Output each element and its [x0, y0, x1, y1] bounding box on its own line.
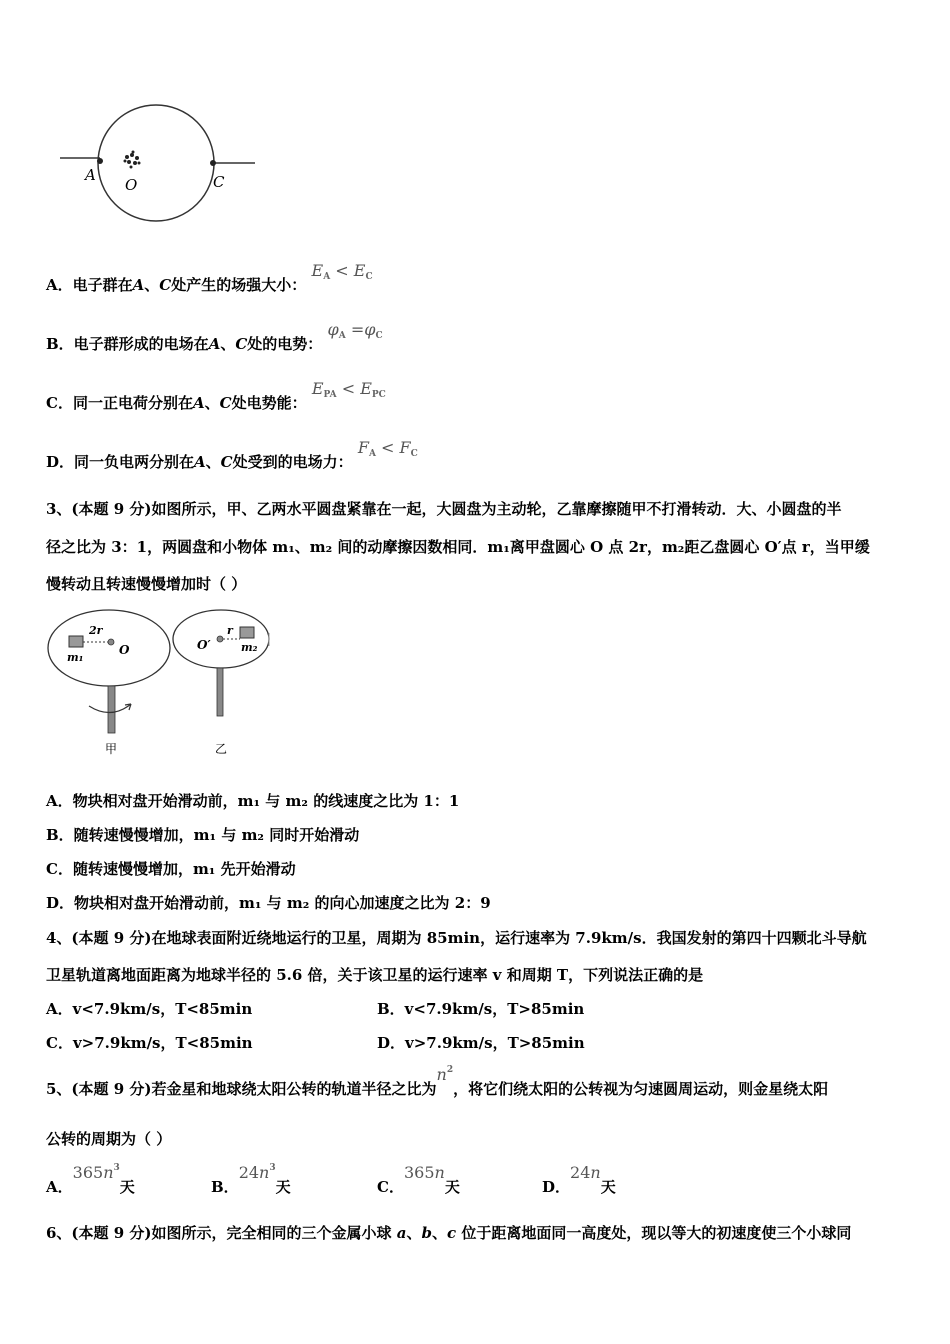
q2d-prefix: D．同一负电两分别在 — [46, 453, 195, 471]
q4-option-d[interactable]: D．v>7.9km/s，T>85min — [377, 1034, 585, 1052]
q2d-m1-sub: A — [368, 449, 376, 459]
q6-ball-c: c — [447, 1224, 457, 1242]
q2a-point-a: A — [132, 276, 145, 294]
q2d-point-a: A — [194, 453, 206, 471]
q2a-sep: 、 — [144, 276, 160, 294]
q4-option-a[interactable]: A．v<7.9km/s，T<85min — [46, 1000, 253, 1018]
q2-option-a[interactable] — [46, 261, 373, 296]
q5a-sup: 3 — [113, 1163, 120, 1173]
q4-stem-line2: 卫星轨道离地面距离为地球半径的 5.6 倍，关于该卫星的运行速率 v 和周期 T，下列说法正确的是 — [46, 966, 704, 984]
q2c-text: 处电势能： — [231, 394, 307, 412]
q2c-point-a: A — [192, 394, 205, 412]
label-a: A — [85, 166, 96, 184]
q2a-m1: E — [311, 261, 324, 280]
disc-jia — [48, 610, 170, 686]
q2d-m2: F — [399, 438, 411, 457]
point-a-dot — [97, 158, 103, 164]
q5-option-c[interactable] — [377, 1163, 460, 1197]
q3-option-c[interactable]: C．随转速慢慢增加，m₁ 先开始滑动 — [46, 860, 296, 878]
q5b-sup: 3 — [269, 1163, 276, 1173]
label-jia: 甲 — [105, 742, 118, 756]
q5-option-b[interactable] — [211, 1163, 291, 1197]
q5b-unit: 天 — [275, 1178, 291, 1196]
q5-option-a[interactable] — [46, 1163, 135, 1197]
q5a-var: n — [103, 1163, 114, 1182]
q2a-point-c: C — [159, 276, 172, 294]
label-o-prime: O′ — [197, 638, 211, 652]
q3-option-b[interactable]: B．随转速慢慢增加，m₁ 与 m₂ 同时开始滑动 — [46, 826, 360, 844]
figure-two-discs — [45, 608, 275, 763]
q5a-label: A． — [46, 1178, 73, 1196]
q2b-prefix: B．电子群形成的电场在 — [46, 335, 209, 353]
q2d-m2-sub: C — [410, 449, 418, 459]
q2c-prefix: C．同一正电荷分别在 — [46, 394, 193, 412]
q3-stem-line1: 3、(本题 9 分)如图所示，甲、乙两水平圆盘紧靠在一起，大圆盘为主动轮，乙靠摩擦随甲不打滑转动．大、小圆盘的半 — [46, 500, 842, 518]
q3-option-a[interactable]: A．物块相对盘开始滑动前，m₁ 与 m₂ 的线速度之比为 1：1 — [46, 792, 460, 810]
q5-ratio-sup: 2 — [446, 1065, 454, 1075]
q2a-formula — [312, 261, 373, 282]
q2b-m2: φ — [364, 320, 376, 339]
q6-sep2: 、 — [432, 1224, 448, 1242]
label-m1: m₁ — [67, 651, 84, 664]
q5-ratio-var: n — [436, 1065, 447, 1084]
block-m2 — [240, 627, 254, 638]
q2c-m2-sub: PC — [371, 390, 386, 400]
q3-stem-line2: 径之比为 3：1，两圆盘和小物体 m₁、m₂ 间的动摩擦因数相同．m₁离甲盘圆心 O 点 2r，m₂距乙盘圆心 O′点 r，当甲缓 — [46, 538, 870, 556]
q6-sep1: 、 — [406, 1224, 422, 1242]
q5c-num: 365 — [403, 1163, 435, 1182]
label-o: O — [125, 176, 138, 194]
q3-stem-line3: 慢转动且转速慢慢增加时（ ） — [46, 575, 247, 593]
q2d-formula — [358, 438, 418, 459]
q5-option-d[interactable] — [542, 1163, 616, 1197]
q5b-num: 24 — [238, 1163, 260, 1182]
q5d-formula — [570, 1163, 601, 1182]
q2a-m2: E — [353, 261, 366, 280]
q5c-label: C． — [377, 1178, 404, 1196]
q5a-formula — [73, 1163, 120, 1182]
q2d-point-c: C — [220, 453, 233, 471]
q5-stem-line2: 公转的周期为（ ） — [46, 1130, 172, 1148]
q5-line1-post: ，将它们绕太阳的公转视为匀速圆周运动，则金星绕太阳 — [453, 1080, 829, 1098]
q2b-formula — [328, 320, 383, 341]
q6-line-pre: 6、(本题 9 分)如图所示，完全相同的三个金属小球 — [46, 1224, 397, 1242]
label-yi: 乙 — [215, 742, 228, 756]
q5c-var: n — [434, 1163, 445, 1182]
q5b-formula — [239, 1163, 276, 1182]
q2c-m1: E — [311, 379, 324, 398]
center-o — [108, 639, 114, 645]
point-c-dot — [210, 160, 216, 166]
q5b-var: n — [259, 1163, 270, 1182]
q2b-m2-sub: C — [375, 331, 383, 341]
q5d-unit: 天 — [600, 1178, 616, 1196]
q2a-prefix: A．电子群在 — [46, 276, 133, 294]
q5a-num: 365 — [72, 1163, 104, 1182]
q2b-m1-sub: A — [338, 331, 346, 341]
axle-jia — [108, 686, 115, 733]
q2a-m2-sub: C — [365, 272, 373, 282]
q2c-m2: E — [360, 379, 372, 398]
q5a-unit: 天 — [119, 1178, 135, 1196]
q2b-m1: φ — [327, 320, 339, 339]
label-r: r — [227, 624, 233, 637]
q2d-m1: F — [357, 438, 369, 457]
q5d-var: n — [590, 1163, 601, 1182]
q2-option-d[interactable] — [46, 438, 418, 473]
q2d-sep: 、 — [205, 453, 221, 471]
q2a-op: < — [330, 261, 354, 280]
label-c: C — [213, 173, 225, 191]
q5-ratio-formula — [437, 1065, 454, 1084]
q2-option-b[interactable] — [46, 320, 383, 355]
q5c-formula — [404, 1163, 445, 1182]
q6-stem-line1 — [46, 1222, 851, 1243]
q5c-unit: 天 — [444, 1178, 460, 1196]
q2c-sep: 、 — [204, 394, 220, 412]
q2c-formula — [312, 379, 386, 400]
electron-cloud — [124, 151, 141, 169]
q2b-point-c: C — [235, 335, 248, 353]
q2b-op: = — [345, 320, 365, 339]
q6-line-post: 位于距离地面同一高度处，现以等大的初速度使三个小球同 — [456, 1224, 852, 1242]
label-o: O — [119, 643, 130, 657]
q3-option-d[interactable]: D．物块相对盘开始滑动前，m₁ 与 m₂ 的向心加速度之比为 2：9 — [46, 894, 491, 912]
q6-ball-a: a — [396, 1224, 407, 1242]
q2b-sep: 、 — [220, 335, 236, 353]
label-2r: 2r — [89, 624, 103, 637]
q5-stem-line1 — [46, 1065, 829, 1099]
q2c-op: < — [336, 379, 361, 398]
q2a-text: 处产生的场强大小： — [171, 276, 307, 294]
q4-option-c[interactable]: C．v>7.9km/s，T<85min — [46, 1034, 253, 1052]
q2d-text: 处受到的电场力： — [232, 453, 353, 471]
q2b-text: 处的电势： — [247, 335, 323, 353]
q5-line1-pre: 5、(本题 9 分)若金星和地球绕太阳公转的轨道半径之比为 — [46, 1080, 437, 1098]
block-m1 — [69, 636, 83, 647]
q5d-label: D． — [542, 1178, 571, 1196]
axle-yi — [217, 668, 223, 716]
q2a-m1-sub: A — [323, 272, 331, 282]
q4-stem-line1: 4、(本题 9 分)在地球表面附近绕地运行的卫星，周期为 85min，运行速率为 7.9km/s．我国发射的第四十四颗北斗导航 — [46, 929, 867, 947]
q2-option-c[interactable] — [46, 379, 386, 414]
q2c-point-c: C — [219, 394, 232, 412]
label-m2: m₂ — [241, 641, 258, 654]
q4-option-b[interactable]: B．v<7.9km/s，T>85min — [377, 1000, 585, 1018]
q5d-num: 24 — [570, 1163, 591, 1182]
q2b-point-a: A — [208, 335, 221, 353]
center-o-prime — [217, 636, 223, 642]
q6-ball-b: b — [421, 1224, 432, 1242]
q5b-label: B． — [211, 1178, 239, 1196]
figure-electron-circle — [55, 95, 265, 230]
q2d-op: < — [375, 438, 400, 457]
q2c-m1-sub: PA — [323, 390, 337, 400]
sphere-outline — [98, 105, 214, 221]
